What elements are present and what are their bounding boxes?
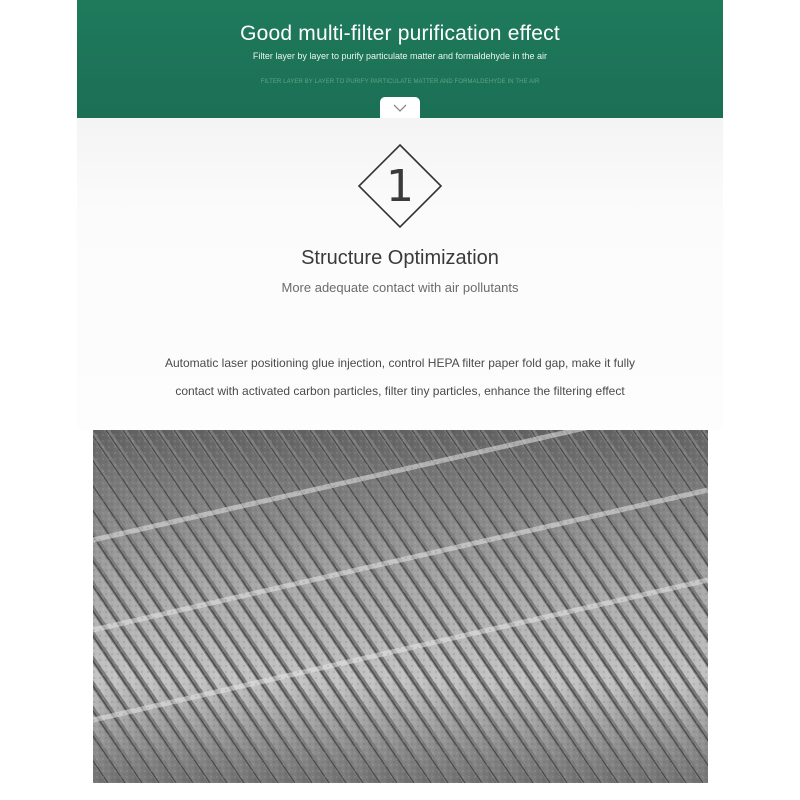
description-line-1: Automatic laser positioning glue injection, control HEPA filter paper fold gap, make it fully [164,356,636,370]
banner-tab [380,97,420,118]
description-line-2: contact with activated carbon particles, filter tiny particles, enhance the filtering effect [175,384,625,398]
banner-title: Good multi-filter purification effect [240,22,560,45]
section-number: 1 [386,161,414,212]
section-title: Structure Optimization [301,247,499,269]
chevron-down-icon [392,103,408,113]
banner-subtitle: Filter layer by layer to purify particulate matter and formaldehyde in the air [252,51,548,61]
section-description [0,349,800,405]
filter-closeup-photo [93,430,708,783]
filter-pleats-image [93,430,708,783]
banner-faint-caption: FILTER LAYER BY LAYER TO PURIFY PARTICULATE MATTER AND FORMALDEHYDE IN THE AIR [260,79,540,85]
section-number-badge [357,143,443,229]
section-subtitle: More adequate contact with air pollutants [281,280,519,295]
